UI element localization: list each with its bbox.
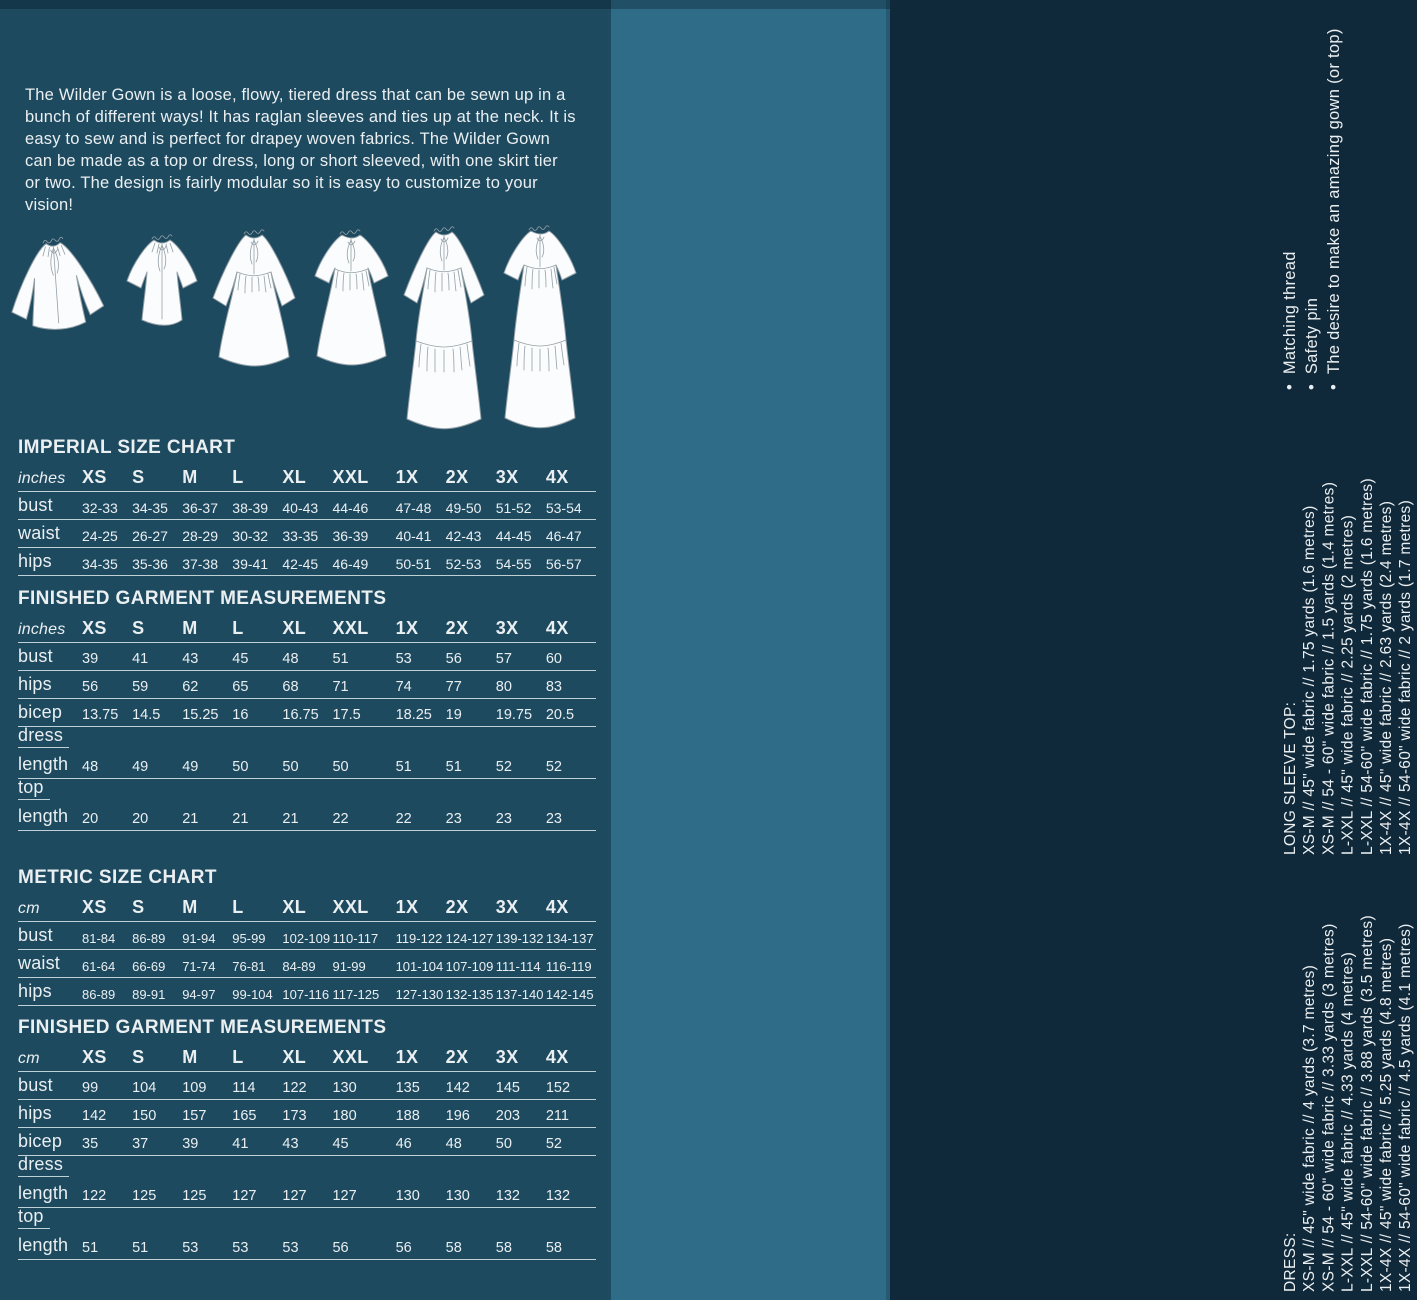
size-value: 62 [182,679,199,695]
row-label: hips [18,551,52,571]
column-header: M [182,1047,198,1067]
size-value: 33-35 [282,528,319,544]
column-header: XL [282,897,307,917]
row-label: top [18,777,82,800]
size-value: 34-35 [132,500,168,516]
row-label: length [18,806,69,826]
row-label: length [18,1235,69,1255]
size-value: 102-109 [282,931,331,946]
size-value: 56 [82,679,99,695]
long-sleeve-tiered-gown-illustration [396,225,492,431]
column-header: S [132,467,145,487]
size-value: 196 [445,1108,470,1124]
size-value: 122 [282,1080,307,1096]
column-header: 1X [395,467,419,487]
size-value: 20.5 [545,707,575,723]
row-label: bust [18,495,53,515]
size-value: 22 [395,811,412,827]
size-value: 83 [545,679,562,695]
size-value: 56 [445,651,462,667]
table-row [18,751,596,779]
size-value: 211 [545,1108,569,1124]
size-value: 13.75 [82,707,119,723]
size-value: 58 [445,1240,462,1256]
size-value: 21 [232,811,249,827]
size-value: 36-39 [332,528,369,544]
size-value: 58 [545,1240,562,1256]
size-table [18,894,596,1006]
size-value: 56-57 [545,556,582,572]
column-header: XXL [332,1047,369,1067]
size-value: 109 [182,1080,207,1096]
size-value: 39 [182,1136,199,1152]
column-header: M [182,467,198,487]
short-sleeve-dress-illustration [305,228,397,368]
column-header: 3X [495,1047,519,1067]
size-value: 50 [282,759,299,775]
size-value: 48 [82,759,99,775]
column-header: S [132,897,145,917]
size-value: 127 [332,1188,357,1204]
table-row [18,978,596,1006]
size-value: 99-104 [232,987,273,1002]
size-value: 44-46 [332,500,369,516]
size-value: 49 [182,759,199,775]
size-value: 35 [82,1136,99,1152]
size-value: 180 [332,1108,357,1124]
size-value: 65 [232,679,249,695]
requirements-heading: DRESS: [1282,1232,1299,1292]
size-value: 86-89 [82,987,116,1002]
row-label: hips [18,674,52,694]
size-value: 68 [282,679,299,695]
table-title: IMPERIAL SIZE CHART [18,437,236,458]
short-sleeve-top-illustration [116,232,208,328]
size-value: 23 [545,811,562,827]
size-value: 46-49 [332,556,369,572]
size-value: 28-29 [182,528,218,544]
fabric-requirement: L-XXL // 54-60" wide fabric // 3.88 yards (3.5 metres) [1358,915,1376,1292]
size-value: 16.75 [282,707,319,723]
table-row [18,779,596,803]
table-row [18,950,596,978]
size-value: 14.5 [132,707,161,723]
size-value: 142-145 [545,987,594,1002]
size-value: 48 [282,651,299,667]
fabric-requirement: 1X-4X // 54-60" wide fabric // 2 yards (1.7 metres) [1397,499,1415,855]
size-value: 94-97 [182,987,216,1002]
size-value: 173 [282,1108,307,1124]
notion-item: • Matching thread [1279,20,1301,390]
column-header: XL [282,1047,307,1067]
size-value: 125 [132,1188,157,1204]
size-value: 37 [132,1136,149,1152]
size-value: 36-37 [182,500,218,516]
header-row [18,464,596,492]
column-header: S [132,618,145,638]
size-value: 107-109 [445,959,494,974]
size-value: 21 [282,811,299,827]
size-value: 19 [445,707,462,723]
size-value: 39-41 [232,556,269,572]
size-value: 19.75 [495,707,533,723]
size-value: 17.5 [332,707,361,723]
size-value: 40-43 [282,500,319,516]
size-value: 66-69 [132,959,166,974]
size-value: 30-32 [232,528,269,544]
fabric-requirement: L-XXL // 45" wide fabric // 4.33 yards (4 metres) [1339,951,1357,1292]
size-value: 157 [182,1108,207,1124]
row-label: length [18,1183,69,1203]
size-value: 20 [132,811,149,827]
size-value: 132-135 [445,987,494,1002]
row-label: length [18,754,69,774]
column-header: 4X [545,1047,569,1067]
row-label: hips [18,1103,52,1123]
size-value: 61-64 [82,959,116,974]
column-header: XXL [332,897,369,917]
notion-item: • Safety pin [1301,20,1323,390]
size-value: 91-99 [332,959,366,974]
column-header: 2X [445,618,469,638]
column-header: XXL [332,618,369,638]
column-header: 4X [545,897,569,917]
size-value: 150 [132,1108,157,1124]
header-row [18,615,596,643]
size-value: 203 [495,1108,520,1124]
main-panel [0,0,608,1300]
row-label: top [18,1206,82,1229]
size-value: 71-74 [182,959,216,974]
column-header: XS [82,897,107,917]
size-value: 122 [82,1188,107,1204]
size-value: 127 [232,1188,257,1204]
row-label: waist [18,523,61,543]
column-header: L [232,467,244,487]
size-value: 53 [282,1240,299,1256]
metric-finished-measurements [18,1017,596,1260]
size-value: 130 [445,1188,470,1204]
size-value: 110-117 [332,931,379,946]
metric-size-chart [18,867,596,1006]
size-value: 130 [332,1080,357,1096]
size-value: 53-54 [545,500,582,516]
size-value: 127 [282,1188,307,1204]
size-value: 49 [132,759,149,775]
table-row [18,1128,596,1156]
header-row [18,1044,596,1072]
size-value: 20 [82,811,99,827]
fabric-requirement: 1X-4X // 54-60" wide fabric // 4.5 yards (4.1 metres) [1397,923,1415,1292]
column-header: L [232,1047,244,1067]
fabric-requirement: XS-M // 45" wide fabric // 1.75 yards (1.6 metres) [1301,505,1319,855]
table-title: FINISHED GARMENT MEASUREMENTS [18,1017,387,1038]
dress-requirements [1281,866,1417,1292]
size-value: 107-116 [282,987,330,1002]
imperial-size-chart [18,437,596,576]
size-value: 114 [232,1080,256,1096]
size-value: 137-140 [495,987,544,1002]
fabric-requirement: L-XXL // 45" wide fabric // 2.25 yards (2 metres) [1339,514,1357,855]
column-header: 3X [495,467,519,487]
short-sleeve-tiered-gown-illustration [494,224,586,430]
size-value: 135 [395,1080,420,1096]
size-value: 52 [495,759,512,775]
size-value: 188 [395,1108,420,1124]
notion-item: • The desire to make an amazing gown (or top) [1323,20,1345,390]
size-value: 91-94 [182,931,216,946]
size-value: 53 [395,651,412,667]
top-edge-shadow [0,0,890,9]
size-value: 132 [545,1188,571,1204]
fabric-requirement: L-XXL // 54-60" wide fabric // 1.75 yards (1.6 metres) [1358,478,1376,855]
long-sleeve-top-requirements [1281,433,1417,855]
fabric-requirement: 1X-4X // 45" wide fabric // 2.63 yards (2.4 metres) [1378,500,1396,855]
column-header: XS [82,618,107,638]
table-row [18,1232,596,1260]
column-header: 2X [445,1047,469,1067]
column-header: 1X [395,897,419,917]
table-row [18,1072,596,1100]
size-value: 81-84 [82,931,116,946]
size-value: 74 [395,679,412,695]
size-value: 23 [495,811,512,827]
table-row [18,1180,596,1208]
size-value: 142 [445,1080,470,1096]
long-sleeve-dress-illustration [206,228,302,368]
size-value: 40-41 [395,528,432,544]
size-value: 145 [495,1080,520,1096]
long-sleeve-top-illustration [1,230,114,337]
size-value: 50 [495,1136,512,1152]
column-header: S [132,1047,145,1067]
row-label: dress [18,1154,82,1177]
size-value: 89-91 [132,987,166,1002]
column-header: XS [82,467,107,487]
size-value: 39 [82,651,99,667]
size-value: 116-119 [545,959,592,974]
row-label: bust [18,646,53,666]
size-value: 32-33 [82,500,118,516]
column-header: 1X [395,618,419,638]
table-row [18,643,596,671]
table-row [18,1100,596,1128]
size-value: 52 [545,1136,562,1152]
column-header: 4X [545,618,569,638]
column-header: 2X [445,897,469,917]
table-row [18,727,596,751]
size-value: 51 [395,759,412,775]
size-table [18,615,596,831]
size-value: 47-48 [395,500,432,516]
intro-paragraph: The Wilder Gown is a loose, flowy, tiered dress that can be sewn up in a bunch of different ways! It has raglan sleeves and ties up at the neck. It is easy to sew and is perfect for drapey woven fabrics. The Wilder Gown can be made as a top or dress, long or short sleeved, with one skirt tier or two. The design is fairly modular so it is easy to customize to your vision! [25,86,576,214]
size-value: 80 [495,679,512,695]
fabric-requirement: XS-M // 54 - 60" wide fabric // 1.5 yards (1.4 metres) [1320,481,1338,855]
size-value: 51 [82,1240,99,1256]
size-table [18,464,596,576]
size-value: 23 [445,811,462,827]
size-value: 53 [232,1240,249,1256]
sidebar-panel [608,0,1415,1300]
size-value: 44-45 [495,528,532,544]
size-value: 58 [495,1240,512,1256]
size-value: 104 [132,1080,157,1096]
size-value: 21 [182,811,199,827]
size-value: 139-132 [495,931,544,946]
size-value: 41 [132,651,149,667]
size-value: 37-38 [182,556,218,572]
size-value: 77 [445,679,462,695]
imperial-finished-measurements [18,588,596,831]
size-value: 76-81 [232,959,266,974]
column-header: L [232,618,244,638]
size-value: 86-89 [132,931,166,946]
table-row [18,548,596,576]
row-label: dress [18,725,82,748]
table-row [18,922,596,950]
size-value: 165 [232,1108,257,1124]
size-value: 84-89 [282,959,316,974]
size-value: 99 [82,1080,99,1096]
unit-label: cm [18,900,40,917]
fabric-requirement: 1X-4X // 45" wide fabric // 5.25 yards (4.8 metres) [1378,937,1396,1292]
table-title: FINISHED GARMENT MEASUREMENTS [18,588,387,609]
row-label: bust [18,1075,53,1095]
size-value: 48 [445,1136,462,1152]
size-value: 130 [395,1188,420,1204]
size-value: 51-52 [495,500,532,516]
column-header: XL [282,467,307,487]
column-header: L [232,897,244,917]
size-value: 134-137 [545,931,594,946]
size-value: 15.25 [182,707,219,723]
size-value: 34-35 [82,556,118,572]
size-value: 24-25 [82,528,118,544]
size-table [18,1044,596,1260]
column-header: 1X [395,1047,419,1067]
fabric-requirement: XS-M // 45" wide fabric // 4 yards (3.7 metres) [1301,964,1319,1292]
size-value: 51 [132,1240,149,1256]
size-value: 26-27 [132,528,168,544]
size-value: 60 [545,651,562,667]
table-row [18,699,596,727]
size-value: 119-122 [395,931,443,946]
right-edge-shadow [886,0,890,1300]
column-header: 3X [495,618,519,638]
size-value: 46-47 [545,528,582,544]
size-value: 56 [332,1240,349,1256]
column-header: XL [282,618,307,638]
size-value: 127-130 [395,987,444,1002]
size-value: 49-50 [445,500,482,516]
size-value: 46 [395,1136,412,1152]
size-value: 18.25 [395,707,432,723]
size-value: 50 [232,759,249,775]
column-header: M [182,897,198,917]
row-label: waist [18,953,61,973]
size-value: 101-104 [395,959,444,974]
unit-label: cm [18,1050,40,1067]
table-row [18,1156,596,1180]
size-value: 142 [82,1108,107,1124]
column-header: XXL [332,467,369,487]
column-header: M [182,618,198,638]
size-value: 41 [232,1136,249,1152]
table-row [18,520,596,548]
size-value: 43 [282,1136,299,1152]
size-value: 43 [182,651,199,667]
size-value: 42-45 [282,556,319,572]
size-value: 50-51 [395,556,432,572]
table-row [18,671,596,699]
unit-label: inches [18,470,66,487]
size-value: 38-39 [232,500,269,516]
row-label: hips [18,981,52,1001]
unit-label: inches [18,621,66,638]
size-value: 54-55 [495,556,532,572]
table-row [18,803,596,831]
table-row [18,1208,596,1232]
size-value: 95-99 [232,931,266,946]
fabric-requirement: XS-M // 54 - 60" wide fabric // 3.33 yards (3 metres) [1320,923,1338,1292]
size-value: 51 [445,759,462,775]
header-row [18,894,596,922]
size-value: 124-127 [445,931,494,946]
column-header: 2X [445,467,469,487]
row-label: bicep [18,1131,63,1151]
size-value: 125 [182,1188,207,1204]
row-label: bust [18,925,53,945]
size-value: 35-36 [132,556,168,572]
size-value: 152 [545,1080,571,1096]
requirements-heading: LONG SLEEVE TOP: [1282,701,1299,855]
size-value: 52 [545,759,562,775]
size-value: 111-114 [495,959,541,974]
size-value: 117-125 [332,987,380,1002]
size-value: 45 [332,1136,349,1152]
size-value: 59 [132,679,149,695]
column-header: 3X [495,897,519,917]
size-value: 52-53 [445,556,482,572]
size-value: 16 [232,707,249,723]
table-row [18,492,596,520]
size-value: 42-43 [445,528,482,544]
size-value: 51 [332,651,349,667]
size-value: 132 [495,1188,520,1204]
column-header: 4X [545,467,569,487]
size-value: 71 [332,679,349,695]
table-title: METRIC SIZE CHART [18,867,217,888]
size-value: 56 [395,1240,412,1256]
size-value: 45 [232,651,249,667]
size-value: 57 [495,651,512,667]
size-value: 22 [332,811,349,827]
row-label: bicep [18,702,63,722]
size-value: 50 [332,759,349,775]
column-header: XS [82,1047,107,1067]
notions-list [1279,20,1349,390]
size-value: 53 [182,1240,199,1256]
